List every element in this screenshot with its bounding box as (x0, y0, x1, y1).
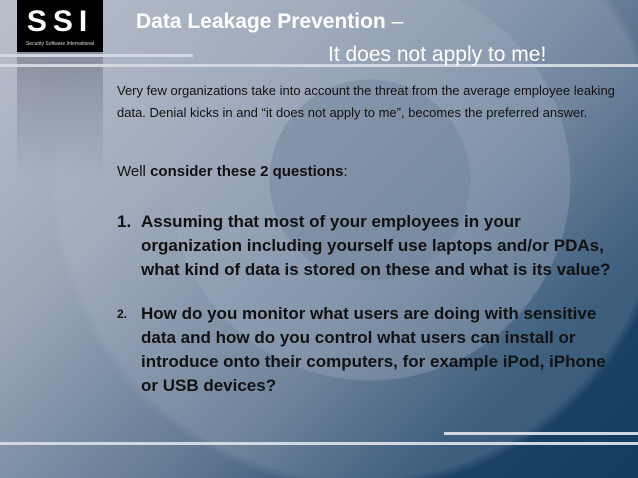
list-item: 1. Assuming that most of your employees in your organization including yourself use laptops and/or PDAs, what kind of data is stored on these and what is its value? (117, 212, 611, 279)
divider (0, 442, 638, 445)
slide-title: Data Leakage Prevention – (136, 10, 404, 33)
divider (444, 432, 638, 435)
question-list (117, 210, 617, 398)
logo-shadow (17, 52, 103, 478)
logo-name: SSI (26, 5, 94, 38)
divider (0, 54, 193, 57)
logo-tagline: Security Software International (25, 41, 95, 47)
list-item: 2. How do you monitor what users are doing with sensitive data and how do you control what users can install or introduce onto their computers, for example iPod, iPhone or USB devices? (117, 304, 606, 395)
slide-subtitle: It does not apply to me! (328, 43, 547, 66)
intro-text: Very few organizations take into account the threat from the average employee leaking data. Denial kicks in and “it does not apply to me”, becomes the preferred answer. (117, 83, 615, 120)
ssi-logo (17, 0, 103, 52)
questions-intro: Well consider these 2 questions: (117, 163, 348, 180)
